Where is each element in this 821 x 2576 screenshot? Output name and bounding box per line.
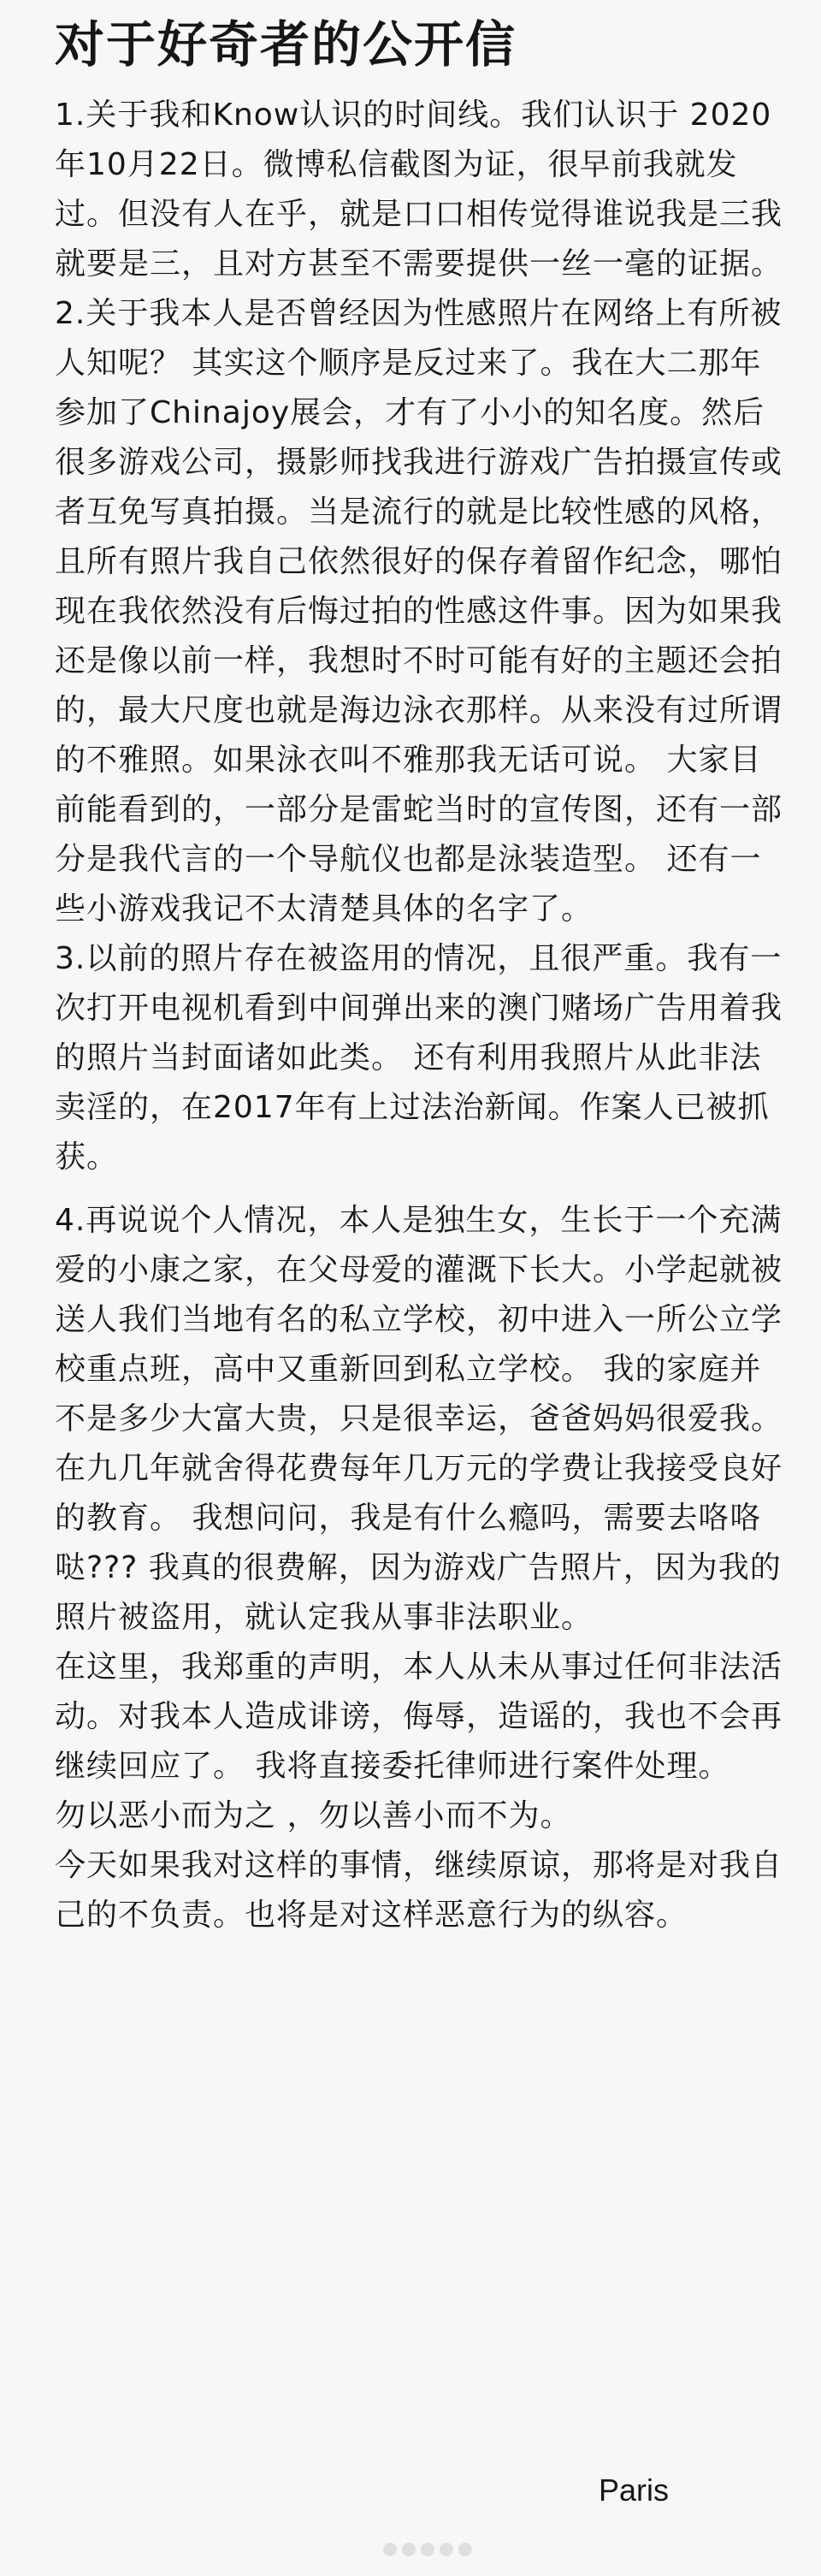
paragraph-declaration: 在这里，我郑重的声明，本人从未从事过任何非法活动。对我本人造成诽谤，侮辱，造谣的，我也不会再继续回应了。 我将直接委托律师进行案件处理。 [55, 1649, 783, 1784]
paragraph-closing: 今天如果我对这样的事情，继续原谅，那将是对我自己的不负责。也将是对这样恶意行为的纵容。 [55, 1848, 783, 1933]
paragraph-photos: 2.关于我本人是否曾经因为性感照片在网络上有所被人知呢？ 其实这个顺序是反过来了。我在大二那年参加了Chinajoy展会，才有了小小的知名度。然后很多游戏公司，摄影师找我进行游戏广告拍摄宣传或者互免写真拍摄。当是流行的就是比较性感的风格，且所有照片我自己依然很好的保存着留作纪念，哪怕现在我依然没有后悔过拍的性感这件事。因为如果我还是像以前一样，我想时不时可能有好的主题还会拍的，最大尺度也就是海边泳衣那样。从来没有过所谓的不雅照。如果泳衣叫不雅那我无话可说。 大家目前能看到的，一部分是雷蛇当时的宣传图，还有一部分是我代言的一个导航仪也都是泳装造型。 还有一些小游戏我记不太清楚具体的名字了。 [55, 296, 783, 927]
paragraph-proverb: 勿以恶小而为之 ，勿以善小而不为。 [55, 1798, 572, 1833]
watermark-icon [368, 2538, 487, 2561]
paragraph-timeline: 1.关于我和Know认识的时间线。我们认识于 2020年10月22日。微博私信截图为证，很早前我就发过。但没有人在乎，就是口口相传觉得谁说我是三我就要是三，且对方甚至不需要提供一丝一毫的证据。 [55, 98, 783, 281]
paragraph-gap [55, 1182, 790, 1196]
paragraph-misuse: 3.以前的照片存在被盗用的情况，且很严重。我有一次打开电视机看到中间弹出来的澳门赌场广告用着我的照片当封面诸如此类。 还有利用我照片从此非法卖淫的，在2017年有上过法治新闻。作案人已被抓获。 [55, 941, 783, 1175]
signature: Paris [599, 2472, 670, 2508]
paragraph-personal: 4.再说说个人情况，本人是独生女，生长于一个充满爱的小康之家，在父母爱的灌溉下长大。小学起就被送人我们当地有名的私立学校，初中进入一所公立学校重点班，高中又重新回到私立学校。 我的家庭并不是多少大富大贵，只是很幸运，爸爸妈妈很爱我。在九几年就舍得花费每年几万元的学费让我接受良好的教育。 我想问问，我是有什么瘾吗，需要去咯咯哒??? 我真的很费解，因为游戏广告照片，因为我的照片被盗用，就认定我从事非法职业。 [55, 1203, 783, 1635]
letter-title: 对于好奇者的公开信 [55, 15, 517, 74]
